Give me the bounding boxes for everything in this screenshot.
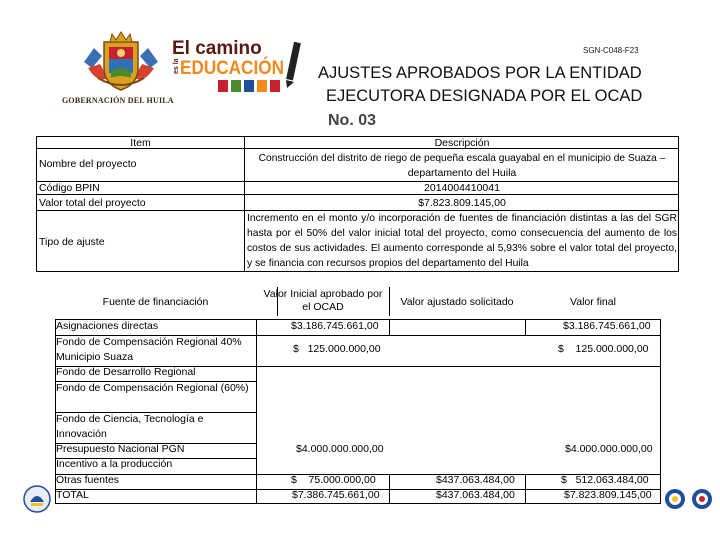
header-description: Descripción	[434, 137, 490, 149]
funding-source-label: Otras fuentes	[56, 474, 120, 486]
label-project-name: Nombre del proyecto	[39, 158, 137, 170]
final-total-cell: $7.823.809.145,00	[564, 489, 652, 501]
document-code: SGN-C048-F23	[583, 46, 639, 55]
brand-side-text: es la	[173, 58, 180, 74]
requested-value-cell: $437.063.484,00	[436, 474, 515, 486]
el-camino-educacion-logo	[170, 36, 306, 100]
document-number: No. 03	[328, 112, 377, 129]
brand-top-text: El camino	[172, 38, 262, 59]
funding-source-label: Incentivo a la producción	[56, 458, 173, 470]
label-adjust-type: Tipo de ajuste	[39, 236, 105, 248]
label-bpin: Código BPIN	[39, 182, 100, 194]
requested-total-cell: $437.063.484,00	[436, 489, 515, 501]
final-value-cell: $4.000.000.000,00	[565, 443, 653, 455]
title-line-2: EJECUTORA DESIGNADA POR EL OCAD	[326, 87, 643, 105]
funding-source-label: Fondo de Compensación Regional 40% Municipio Suaza	[56, 336, 242, 363]
value-adjust-type: Incremento en el monto y/o incorporación de fuentes de financiación distintas a las del SGR hasta por el 50% del valor inicial total del proyecto, como consecuencia del aumento de los costos de sus actividades. El aumento corresponde al 5,93% sobre el valor total del proyecto, y se financia con recursos propios del departamento del Huila	[247, 213, 677, 269]
initial-value-cell: $3.186.745.661,00	[291, 320, 379, 332]
header-final-value: Valor final	[570, 295, 616, 308]
label-total-value: Valor total del proyecto	[39, 197, 146, 209]
header-requested-value: Valor ajustado solicitado	[400, 295, 514, 308]
funding-table	[55, 282, 661, 504]
funding-source-label: Fondo de Ciencia, Tecnología e Innovación	[56, 413, 204, 440]
project-name-line-2: departamento del Huila	[407, 167, 517, 179]
initial-value-cell: $4.000.000.000,00	[296, 443, 384, 455]
title-line-1: AJUSTES APROBADOS POR LA ENTIDAD	[318, 64, 642, 82]
government-logos-icon	[662, 486, 718, 512]
value-project-name	[245, 151, 679, 181]
initial-total-cell: $7.386.745.661,00	[292, 489, 380, 501]
funding-source-label: Fondo de Desarrollo Regional	[56, 366, 196, 378]
final-value-cell: $ 512.063.484,00	[561, 474, 649, 486]
header-initial-value: Valor Inicial aprobado por el OCAD	[263, 288, 383, 313]
document-title	[318, 62, 642, 108]
value-total: $7.823.809.145,00	[418, 197, 506, 209]
final-value-cell: $3.186.745.661,00	[563, 320, 651, 332]
project-table	[36, 136, 679, 272]
header-item: Item	[130, 137, 151, 149]
brand-main-text: EDUCACIÓN	[180, 58, 296, 79]
initial-value-cell: $ 75.000.000,00	[291, 474, 376, 486]
funding-source-label: Fondo de Compensación Regional (60%)	[56, 382, 249, 394]
header-funding-source: Fuente de financiación	[102, 295, 209, 308]
funding-source-label: Presupuesto Nacional PGN	[56, 443, 185, 455]
organization-name: GOBERNACIÓN DEL HUILA	[62, 96, 174, 105]
colombia-seal-icon	[22, 484, 52, 514]
huila-crest-logo	[78, 28, 164, 92]
final-value-cell: $ 125.000.000,00	[558, 343, 649, 355]
project-name-line-1: Construcción del distrito de riego de pequeña escala guayabal en el municipio de Suaza –	[258, 153, 666, 164]
funding-source-label: Asignaciones directas	[56, 320, 159, 332]
initial-value-cell: $ 125.000.000,00	[293, 343, 381, 355]
value-bpin: 2014004410041	[424, 182, 500, 194]
funding-source-total-label: TOTAL	[56, 489, 89, 501]
